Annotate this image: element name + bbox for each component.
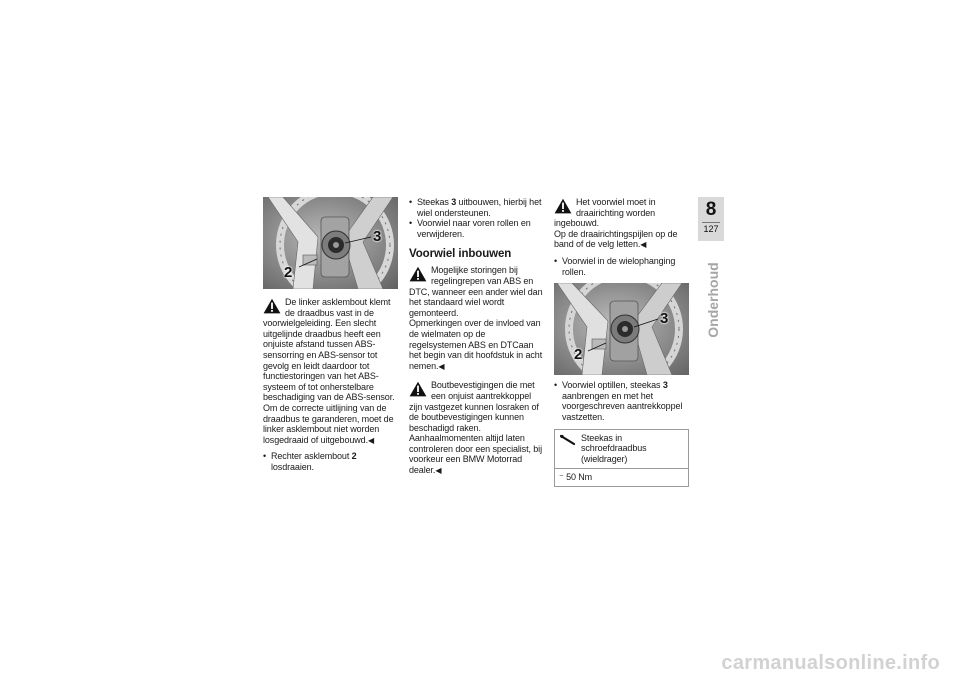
chapter-tab xyxy=(698,197,724,241)
list-item: • Voorwiel optillen, steekas 3 aanbrengen en met het voorgeschreven aantrekkoppel vastzetten. xyxy=(554,380,689,422)
warning-text: Het voorwiel moet in draairichting worden ingebouwd. xyxy=(554,197,656,229)
approx-equal-icon: ⁻ xyxy=(559,472,564,483)
warning-triangle-icon xyxy=(409,266,427,282)
warning-text: Boutbevestigingen die met een onjuist aantrekkoppel zijn vastgezet kunnen losraken of de boutbevestigingen kunnen beschadigd raken. xyxy=(409,380,539,433)
watermark: carmanualsonline.info xyxy=(721,652,940,674)
callout-label-2: 2 xyxy=(284,264,293,281)
chapter-label: Onderhoud xyxy=(705,262,721,338)
page-number: 127 xyxy=(703,224,719,234)
wheel-axle-photo xyxy=(554,283,689,375)
text-column-middle xyxy=(409,197,544,477)
instruction-list xyxy=(554,256,689,277)
list-item: • Voorwiel naar voren rollen en verwijderen. xyxy=(409,218,544,239)
torque-spec-label: Steekas in schroefdraadbus (wieldrager) xyxy=(581,432,647,464)
list-item: • Steekas 3 uitbouwen, hierbij het wiel ondersteunen. xyxy=(409,197,544,218)
warning-text: Mogelijke storingen bij regelingrepen van ABS en DTC, wanneer een ander wiel dan het standaard wiel wordt gemonteerd. xyxy=(409,265,543,318)
warning-note-rotation xyxy=(554,197,689,251)
warning-text-continued: Aanhaalmomenten altijd laten controleren door een specialist, bij voorkeur een BMW Motorrad dealer.◀ xyxy=(409,433,542,476)
list-item: • Rechter asklembout 2 losdraaien. xyxy=(263,451,398,472)
instruction-list xyxy=(554,380,689,422)
instruction-list xyxy=(263,451,398,472)
tab-divider xyxy=(702,222,720,223)
part-number: 2 xyxy=(351,451,357,462)
end-marker-icon: ◀ xyxy=(435,466,442,476)
warning-triangle-icon xyxy=(263,298,281,314)
warning-triangle-icon xyxy=(409,381,427,397)
wheel-axle-photo xyxy=(263,197,398,289)
text-column-right xyxy=(554,197,689,487)
chapter-number: 8 xyxy=(705,199,717,220)
section-heading: Voorwiel inbouwen xyxy=(409,248,512,261)
warning-text-continued: Om de correcte uitlijning van de draadbus te garanderen, moet de linker asklembout niet worden losgedraaid of uitgebouwd.◀ xyxy=(263,402,394,445)
callout-label-3: 3 xyxy=(373,228,382,245)
end-marker-icon: ◀ xyxy=(367,435,375,445)
part-number: 3 xyxy=(451,197,457,207)
callout-label-3: 3 xyxy=(660,310,669,328)
warning-text: De linker asklembout klemt de draadbus vast in de voorwielgeleiding. Een slecht uitgelijnde draadbus heeft een onjuiste afstand tussen ABS-sensorring en ABS-sensor tot gevolg en leidt daardoor tot functiestoringen van het ABS-systeem of tot onherstelbare beschadiging van de ABS-sensor. xyxy=(263,297,395,403)
torque-spec-value-row xyxy=(555,469,688,486)
part-number: 3 xyxy=(662,380,668,391)
warning-triangle-icon xyxy=(554,198,572,214)
warning-note-torque xyxy=(409,380,544,476)
warning-note-asklembout xyxy=(263,297,398,446)
text-column-left xyxy=(263,197,398,473)
list-item: • Voorwiel in de wielophanging rollen. xyxy=(554,256,689,277)
end-marker-icon: ◀ xyxy=(438,361,445,371)
warning-text-continued: Op de draairichtingspijlen op de band of de velg letten.◀ xyxy=(554,228,678,250)
torque-spec-table xyxy=(554,429,689,487)
warning-text-continued: Opmerkingen over de invloed van de wielmaten op de regelsystemen ABS en DTCaan het begin van dit hoofdstuk in acht nemen.◀ xyxy=(409,318,543,371)
torque-wrench-icon xyxy=(560,434,576,449)
callout-label-2: 2 xyxy=(574,346,583,364)
end-marker-icon: ◀ xyxy=(640,240,647,250)
warning-note-abs-dtc xyxy=(409,265,544,372)
torque-spec-header xyxy=(555,430,688,470)
instruction-list xyxy=(409,197,544,239)
torque-spec-value: 50 Nm xyxy=(566,472,593,483)
